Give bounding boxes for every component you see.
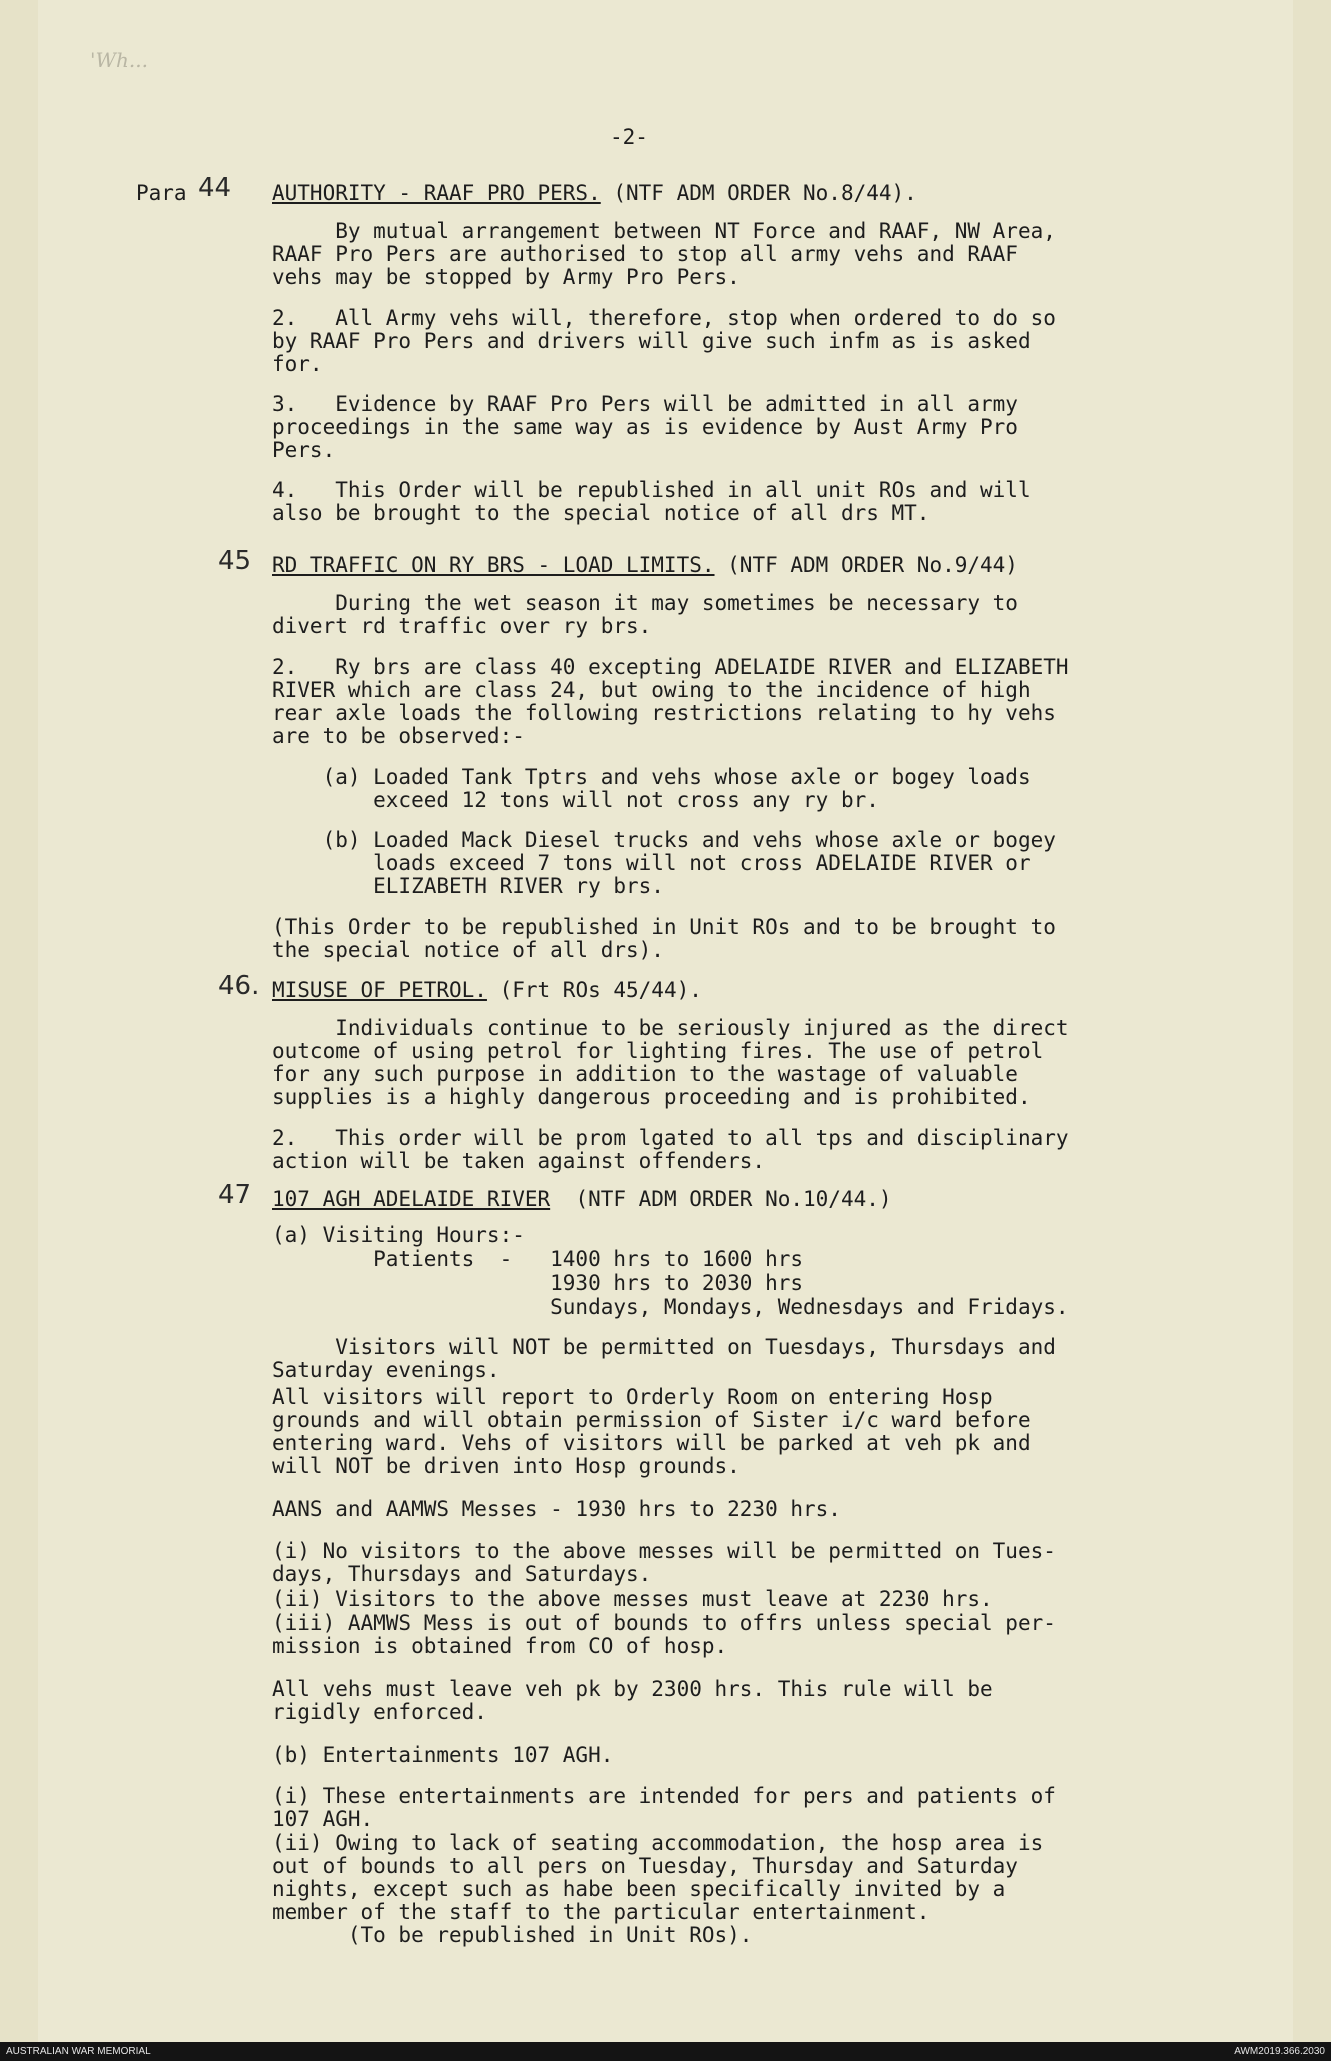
body-line: All vehs must leave veh pk by 2300 hrs. This rule will be	[272, 1677, 993, 1701]
body-line: rear axle loads the following restrictions relating to hy vehs	[272, 701, 1056, 725]
body-line: vehs may be stopped by Army Pro Pers.	[272, 265, 740, 289]
body-line: During the wet season it may sometimes be necessary to	[272, 591, 1018, 615]
body-line: member of the staff to the particular entertainment.	[272, 1900, 930, 1924]
body-line: by RAAF Pro Pers and drivers will give such infm as is asked	[272, 329, 1031, 353]
para-47-ref: (NTF ADM ORDER No.10/44.)	[550, 1187, 892, 1211]
body-line: divert rd traffic over ry brs.	[272, 614, 652, 638]
body-line: RIVER which are class 24, but owing to the incidence of high	[272, 678, 1031, 702]
body-line: Individuals continue to be seriously injured as the direct	[272, 1016, 1069, 1040]
body-line: rigidly enforced.	[272, 1700, 487, 1724]
body-line: are to be observed:-	[272, 724, 525, 748]
para-46-title: MISUSE OF PETROL.	[272, 978, 487, 1002]
footer-institution: AUSTRALIAN WAR MEMORIAL	[6, 2046, 151, 2057]
page-number: -2-	[610, 125, 648, 149]
para-46-heading	[272, 979, 702, 1002]
body-line: (i) No visitors to the above messes will be permitted on Tues-	[272, 1539, 1056, 1563]
para-46-number: 46.	[218, 971, 260, 1001]
body-line: nights, except such as habe been specifically invited by a	[272, 1877, 1006, 1901]
body-line: (ii) Visitors to the above messes must leave at 2230 hrs.	[272, 1587, 993, 1611]
body-line: AANS and AAMWS Messes - 1930 hrs to 2230 hrs.	[272, 1497, 841, 1521]
para-45-number: 45	[218, 546, 252, 576]
body-line: loads exceed 7 tons will not cross ADELAIDE RIVER or	[272, 851, 1031, 875]
body-line: (b) Entertainments 107 AGH.	[272, 1743, 614, 1767]
body-line: 1930 hrs to 2030 hrs	[272, 1271, 804, 1295]
body-line: (a) Visiting Hours:-	[272, 1223, 525, 1247]
document-page	[38, 0, 1293, 2042]
para-45-heading	[272, 554, 1018, 577]
body-line: By mutual arrangement between NT Force and RAAF, NW Area,	[272, 219, 1056, 243]
body-line: the special notice of all drs).	[272, 938, 664, 962]
para-47-title: 107 AGH ADELAIDE RIVER	[272, 1187, 551, 1211]
body-line: (ii) Owing to lack of seating accommodation, the hosp area is	[272, 1831, 1044, 1855]
para-45-ref: (NTF ADM ORDER No.9/44)	[714, 553, 1018, 577]
body-line: Visitors will NOT be permitted on Tuesdays, Thursdays and	[272, 1335, 1056, 1359]
body-line: mission is obtained from CO of hosp.	[272, 1634, 728, 1658]
archive-footer	[0, 2042, 1331, 2061]
para-46-ref: (Frt ROs 45/44).	[486, 978, 702, 1002]
body-line: Sundays, Mondays, Wednesdays and Fridays.	[272, 1295, 1069, 1319]
body-line: All visitors will report to Orderly Room on entering Hosp	[272, 1385, 993, 1409]
footer-accession-number: AWM2019.366.2030	[1234, 2046, 1325, 2057]
body-line: also be brought to the special notice of all drs MT.	[272, 501, 930, 525]
body-line: outcome of using petrol for lighting fires. The use of petrol	[272, 1039, 1044, 1063]
body-line: proceedings in the same way as is evidence by Aust Army Pro	[272, 415, 1018, 439]
body-line: 2. Ry brs are class 40 excepting ADELAIDE RIVER and ELIZABETH	[272, 655, 1069, 679]
body-line: grounds and will obtain permission of Sister i/c ward before	[272, 1408, 1031, 1432]
para-47-number: 47	[218, 1180, 252, 1210]
body-line: out of bounds to all pers on Tuesday, Thursday and Saturday	[272, 1854, 1018, 1878]
body-line: ELIZABETH RIVER ry brs.	[272, 874, 664, 898]
body-line: (This Order to be republished in Unit ROs and to be brought to	[272, 915, 1056, 939]
body-line: 2. This order will be prom lgated to all tps and disciplinary	[272, 1126, 1069, 1150]
body-line: exceed 12 tons will not cross any ry br.	[272, 788, 879, 812]
body-line: 2. All Army vehs will, therefore, stop when ordered to do so	[272, 306, 1056, 330]
body-line: for any such purpose in addition to the wastage of valuable	[272, 1062, 1018, 1086]
body-line: 3. Evidence by RAAF Pro Pers will be admitted in all army	[272, 392, 1018, 416]
body-line: supplies is a highly dangerous proceeding and is prohibited.	[272, 1085, 1031, 1109]
para-label: Para	[136, 181, 187, 205]
body-line: entering ward. Vehs of visitors will be parked at veh pk and	[272, 1431, 1031, 1455]
para-44-number: 44	[198, 173, 232, 203]
para-44-title: AUTHORITY - RAAF PRO PERS.	[272, 181, 601, 205]
body-line: (a) Loaded Tank Tptrs and vehs whose axle or bogey loads	[272, 765, 1031, 789]
body-line: Pers.	[272, 438, 336, 462]
faint-handwritten-mark: 'Wh...	[90, 48, 149, 72]
para-44-heading	[272, 182, 917, 205]
para-47-heading	[272, 1188, 892, 1211]
body-line: (To be republished in Unit ROs).	[272, 1923, 753, 1947]
body-line: will NOT be driven into Hosp grounds.	[272, 1454, 740, 1478]
body-line: Patients - 1400 hrs to 1600 hrs	[272, 1247, 804, 1271]
para-45-title: RD TRAFFIC ON RY BRS - LOAD LIMITS.	[272, 553, 715, 577]
para-44-ref: (NTF ADM ORDER No.8/44).	[600, 181, 917, 205]
body-line: (i) These entertainments are intended for pers and patients of	[272, 1784, 1056, 1808]
body-line: 4. This Order will be republished in all unit ROs and will	[272, 478, 1031, 502]
body-line: RAAF Pro Pers are authorised to stop all army vehs and RAAF	[272, 242, 1018, 266]
body-line: Saturday evenings.	[272, 1358, 500, 1382]
body-line: for.	[272, 352, 323, 376]
body-line: days, Thursdays and Saturdays.	[272, 1562, 652, 1586]
body-line: (iii) AAMWS Mess is out of bounds to offrs unless special per-	[272, 1611, 1056, 1635]
body-line: (b) Loaded Mack Diesel trucks and vehs whose axle or bogey	[272, 828, 1056, 852]
body-line: action will be taken against offenders.	[272, 1149, 766, 1173]
body-line: 107 AGH.	[272, 1807, 374, 1831]
